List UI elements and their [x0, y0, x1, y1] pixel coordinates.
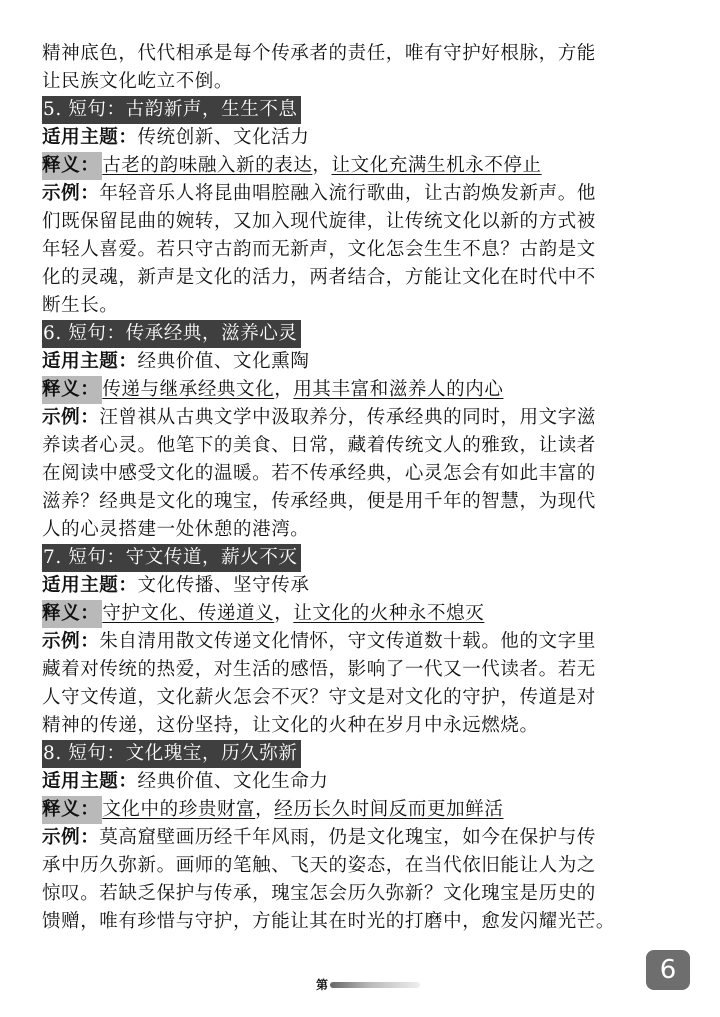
example-line: 馈赠，唯有珍惜与守护，方能让其在时光的打磨中，愈发闪耀光芒。: [42, 911, 616, 932]
meaning-part-a: 古老的韵味融入新的表达: [102, 155, 313, 176]
theme-text: 文化传播、坚守传承: [137, 575, 310, 596]
meaning-separator: ，: [274, 603, 294, 624]
section: [42, 320, 692, 544]
example-line: 承中历久弥新。画师的笔触、飞天的姿态，在当代依旧能让人为之: [42, 855, 596, 876]
meaning-label: 释义：: [42, 376, 102, 404]
theme-line: [42, 768, 692, 796]
meaning-line: [42, 376, 692, 404]
meaning-part-b: 用其丰富和滋养人的内心: [293, 379, 504, 400]
intro-line: 让民族文化屹立不倒。: [42, 71, 234, 92]
section: [42, 740, 692, 936]
meaning-part-b: 让文化的火种永不熄灭: [293, 603, 485, 624]
example-line: 人守文传道，文化薪火怎会不灭？守文是对文化的守护，传道是对: [42, 687, 596, 708]
theme-line: [42, 348, 692, 376]
example-text: 朱自清用散文传递文化情怀，守文传道数十载。他的文字里: [99, 631, 596, 652]
example-line: 人的心灵搭建一处休憩的港湾。: [42, 519, 310, 540]
example-line: 惊叹。若缺乏保护与传承，瑰宝怎会历久弥新？文化瑰宝是历史的: [42, 883, 596, 904]
example-line: [42, 180, 692, 208]
section-heading: 7. 短句：守文传道，薪火不灭: [42, 544, 301, 572]
example-label: 示例：: [42, 827, 100, 848]
example-text: 莫高窟壁画历经千年风雨，仍是文化瑰宝，如今在保护与传: [99, 827, 596, 848]
meaning-part-a: 传递与继承经典文化: [102, 379, 275, 400]
meaning-part-b: 经历长久时间反而更加鲜活: [274, 799, 504, 820]
meaning-label: 释义：: [42, 152, 102, 180]
theme-text: 传统创新、文化活力: [137, 127, 310, 148]
meaning-separator: ，: [274, 379, 294, 400]
page-number-badge: 6: [646, 950, 690, 990]
meaning-part-b: 让文化充满生机永不停止: [331, 155, 542, 176]
example-text: 年轻音乐人将昆曲唱腔融入流行歌曲，让古韵焕发新声。他: [99, 183, 596, 204]
example-line: [42, 824, 692, 852]
example-line: [42, 404, 692, 432]
example-line: 精神的传递，这份坚持，让文化的火种在岁月中永远燃烧。: [42, 715, 539, 736]
example-line: 年轻人喜爱。若只守古韵而无新声，文化怎会生生不息？古韵是文: [42, 239, 596, 260]
theme-label: 适用主题：: [42, 771, 138, 792]
theme-text: 经典价值、文化熏陶: [137, 351, 310, 372]
section: [42, 544, 692, 740]
section-heading: 8. 短句：文化瑰宝，历久弥新: [42, 740, 301, 768]
theme-label: 适用主题：: [42, 127, 138, 148]
meaning-line: [42, 796, 692, 824]
example-line: 滋养？经典是文化的瑰宝，传承经典，便是用千年的智慧，为现代: [42, 491, 596, 512]
meaning-part-a: 守护文化、传递道义: [102, 603, 275, 624]
theme-label: 适用主题：: [42, 351, 138, 372]
section: [42, 96, 692, 320]
example-line: 断生长。: [42, 295, 119, 316]
theme-label: 适用主题：: [42, 575, 138, 596]
example-line: 藏着对传统的热爱，对生活的感悟，影响了一代又一代读者。若无: [42, 659, 596, 680]
meaning-label: 释义：: [42, 796, 102, 824]
example-line: 在阅读中感受文化的温暖。若不传承经典，心灵怎会有如此丰富的: [42, 463, 596, 484]
example-label: 示例：: [42, 183, 100, 204]
example-line: 们既保留昆曲的婉转，又加入现代旋律，让传统文化以新的方式被: [42, 211, 596, 232]
theme-text: 经典价值、文化生命力: [137, 771, 329, 792]
footer-label: 第: [316, 978, 329, 992]
document-page: [42, 40, 692, 936]
meaning-separator: ，: [255, 799, 275, 820]
meaning-line: [42, 152, 692, 180]
example-text: 汪曾祺从古典文学中汲取养分，传承经典的同时，用文字滋: [99, 407, 596, 428]
meaning-label: 释义：: [42, 600, 102, 628]
meaning-part-a: 文化中的珍贵财富: [102, 799, 256, 820]
intro-line: 精神底色，代代相承是每个传承者的责任，唯有守护好根脉，方能: [42, 43, 596, 64]
section-heading: 6. 短句：传承经典，滋养心灵: [42, 320, 301, 348]
example-label: 示例：: [42, 631, 100, 652]
meaning-line: [42, 600, 692, 628]
section-heading: 5. 短句：古韵新声，生生不息: [42, 96, 301, 124]
example-line: 养读者心灵。他笔下的美食、日常，藏着传统文人的雅致，让读者: [42, 435, 596, 456]
example-line: [42, 628, 692, 656]
theme-line: [42, 124, 692, 152]
footer-faded-bar: [330, 982, 420, 988]
theme-line: [42, 572, 692, 600]
example-line: 化的灵魂，新声是文化的活力，两者结合，方能让文化在时代中不: [42, 267, 596, 288]
example-label: 示例：: [42, 407, 100, 428]
page-footer: [316, 976, 420, 993]
meaning-separator: ，: [312, 155, 332, 176]
